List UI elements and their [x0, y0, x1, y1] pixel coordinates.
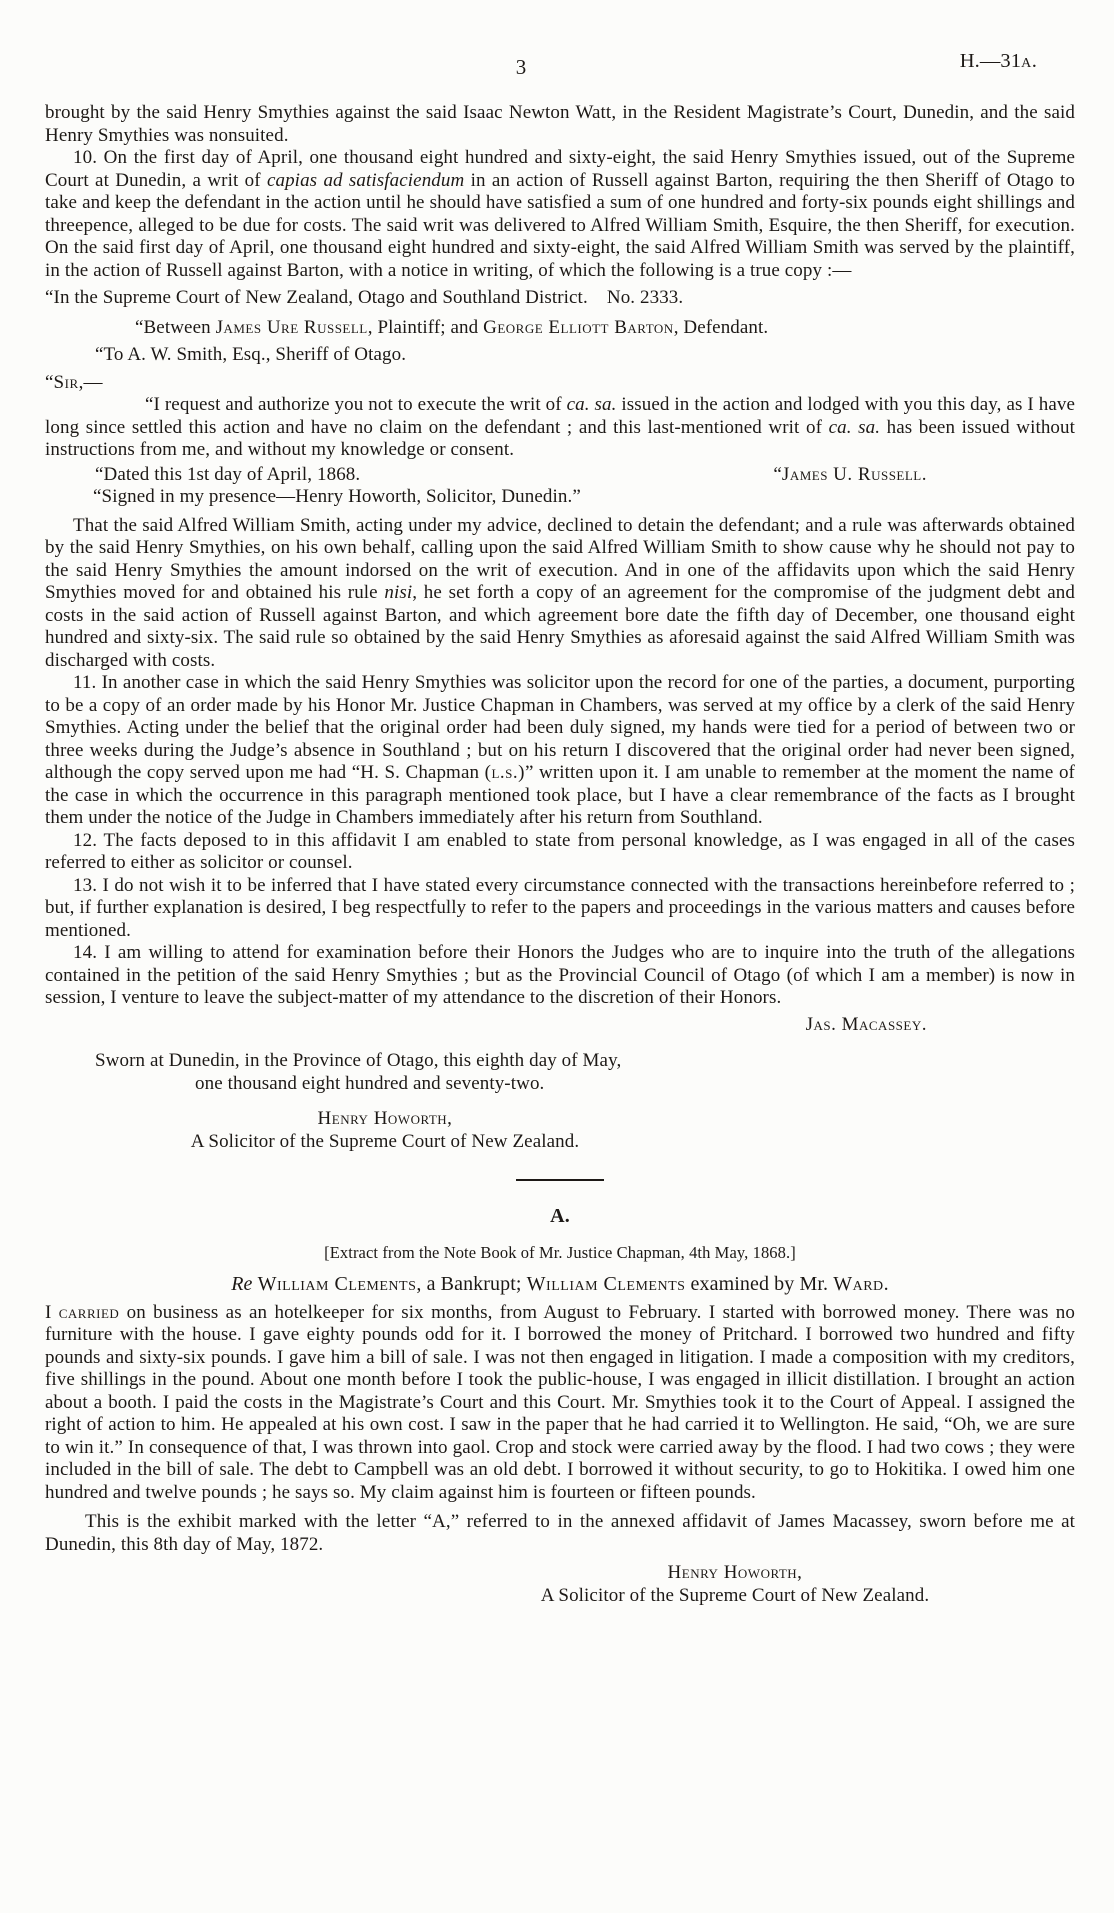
sworn-statement	[45, 1050, 1075, 1095]
section-divider-rule	[516, 1179, 604, 1181]
sworn-line-2: one thousand eight hundred and seventy-two.	[195, 1072, 545, 1094]
notice-body: “I request and authorize you not to execute the writ of ca. sa. issued in the action and lodged with you this day, as I have long since settled this action and have no claim on the defendant ; and this last-mentioned writ of ca. sa. has been issued without instructions from me, and without my knowledge or consent.	[45, 394, 1076, 460]
exhibit-solicitor-title: A Solicitor of the Supreme Court of New Zealand.	[540, 1584, 930, 1606]
paragraph-10: 10. On the first day of April, one thousand eight hundred and sixty-eight, the said Henry Smythies issued, out of the Supreme Court at Dunedin, a writ of capias ad satisfaciendum in an action of Russell against Barton, requiring the then Sheriff of Otago to take and keep the defendant in the action until he should have satisfied a sum of one hundred and forty-six pounds eight shillings and threepence, alleged to be due for costs. The said writ was delivered to Alfred William Smith, Esquire, the then Sheriff, for execution. On the said first day of April, one thousand eight hundred and sixty-eight, the said Alfred William Smith was served by the plaintiff, in the action of Russell against Barton, with a notice in writing, of which the following is a true copy :—	[45, 147, 1076, 281]
paragraph-rule-nisi: That the said Alfred William Smith, acting under my advice, declined to detain the defendant; and a rule was afterwards obtained by the said Henry Smythies, on his own behalf, calling upon the said Alfred William Smith to show cause why he should not pay to the said Henry Smythies the amount indorsed on the writ of execution. And in one of the affidavits upon which the said Henry Smythies moved for and obtained his rule nisi, he set forth a copy of an agreement for the compromise of the judgment debt and costs in the said action of Russell against Barton, and which agreement bore date the fifth day of December, one thousand eight hundred and sixty-six. The said rule so obtained by the said Henry Smythies as aforesaid against the said Alfred William Smith was discharged with costs.	[45, 514, 1076, 671]
paragraph-continuation: brought by the said Henry Smythies against the said Isaac Newton Watt, in the Resident Magistrate’s Court, Dunedin, and the said Henry Smythies was nonsuited.	[45, 102, 1075, 146]
exhibit-section	[45, 1205, 1075, 1607]
notice-witnessed-line: “Signed in my presence—Henry Howorth, Solicitor, Dunedin.”	[93, 486, 581, 507]
solicitor-name: Henry Howorth,	[317, 1108, 453, 1129]
notice-block	[45, 287, 1075, 509]
exhibit-testimony: I carried on business as an hotelkeeper for six months, from August to February. I started with borrowed money. There was no furniture with the house. I gave eighty pounds odd for it. I borrowed the money of Pritchard. I borrowed two hundred and fifty pounds and sixty-six pounds. I gave him a bill of sale. I was not then engaged in litigation. I made a composition with my creditors, five shillings in the pound. About one month before I took the public-house, I was engaged in illicit distillation. I brought an action about a booth. I paid the costs in the Magistrate’s Court and this Court. Mr. Smythies took it to the Court of Appeal. I assigned the right of action to him. He appealed at his own cost. I saw in the paper that he had carried it to Wellington. He said, “Oh, we are sure to win it.” In consequence of that, I was thrown into gaol. Crop and stock were carried away by the flood. I had two cows ; they were included in the bill of sale. The debt to Campbell was an old debt. I borrowed it without security, to go to Hokitika. I owed him one hundred and twelve pounds ; he says so. My claim against him is fourteen or fifteen pounds.	[45, 1301, 1075, 1503]
page-header	[45, 50, 1075, 88]
paragraph-14: 14. I am willing to attend for examination before their Honors the Judges who are to inquire into the truth of the allegations contained in the petition of the said Henry Smythies ; but as the Provincial Council of Otago (of which I am a member) is now in session, I venture to leave the subject-matter of my attendance to the discretion of their Honors.	[45, 942, 1075, 1008]
notice-parties-line: “Between James Ure Russell, Plaintiff; and George Elliott Barton, Defendant.	[135, 316, 769, 338]
exhibit-solicitor-name: Henry Howorth,	[667, 1562, 803, 1583]
notice-dated-row	[45, 464, 1075, 487]
solicitor-signature-block	[45, 1108, 725, 1153]
doc-code: H.—31a.	[959, 50, 1037, 72]
paragraph-11: 11. In another case in which the said Henry Smythies was solicitor upon the record for one of the parties, a document, purporting to be a copy of an order made by his Honor Mr. Justice Chapman in Chambers, was served at my office by a clerk of the said Henry Smythies. Acting under the belief that the original order had been duly signed, my hands were tied for a period of between two or three weeks during the Judge’s absence in Southland ; but on his return I discovered that the original order had never been signed, although the copy served upon me had “H. S. Chapman (l.s.)” written upon it. I am unable to remember at the moment the name of the case in which the occurrence in this paragraph mentioned took place, but I have a clear remembrance of the facts as I brought them under the notice of the Judge in Chambers immediately after his return from Southland.	[45, 672, 1075, 828]
notice-dated-line: “Dated this 1st day of April, 1868.	[95, 463, 361, 485]
deponent-signature: Jas. Macassey.	[805, 1013, 927, 1035]
exhibit-heading: Re William Clements, a Bankrupt; William Clements examined by Mr. Ward.	[231, 1273, 889, 1295]
paragraph-13: 13. I do not wish it to be inferred that I have stated every circumstance connected with the transactions hereinbefore referred to ; but, if further explanation is desired, I beg respectfully to refer to the papers and proceedings in the various matters and causes before mentioned.	[45, 874, 1075, 941]
exhibit-extract-note: [Extract from the Note Book of Mr. Justice Chapman, 4th May, 1868.]	[324, 1242, 796, 1262]
page-number: 3	[515, 55, 527, 79]
exhibit-solicitor-signature-block	[390, 1562, 1080, 1607]
notice-salutation: “Sir,—	[45, 371, 103, 393]
sworn-line-1: Sworn at Dunedin, in the Province of Otago, this eighth day of May,	[95, 1050, 622, 1071]
notice-court-line: “In the Supreme Court of New Zealand, Otago and Southland District. No. 2333.	[45, 287, 684, 308]
affidavit-section	[45, 102, 1075, 1153]
exhibit-attestation: This is the exhibit marked with the letter “A,” referred to in the annexed affidavit of James Macassey, sworn before me at Dunedin, this 8th day of May, 1872.	[45, 1511, 1075, 1555]
notice-signature: “James U. Russell.	[773, 463, 927, 485]
exhibit-label: A.	[550, 1205, 570, 1227]
solicitor-title: A Solicitor of the Supreme Court of New Zealand.	[190, 1130, 580, 1152]
notice-address-line: “To A. W. Smith, Esq., Sheriff of Otago.	[95, 344, 407, 365]
paragraph-12: 12. The facts deposed to in this affidavit I am enabled to state from personal knowledge, as I was engaged in all of the cases referred to either as solicitor or counsel.	[45, 829, 1075, 873]
